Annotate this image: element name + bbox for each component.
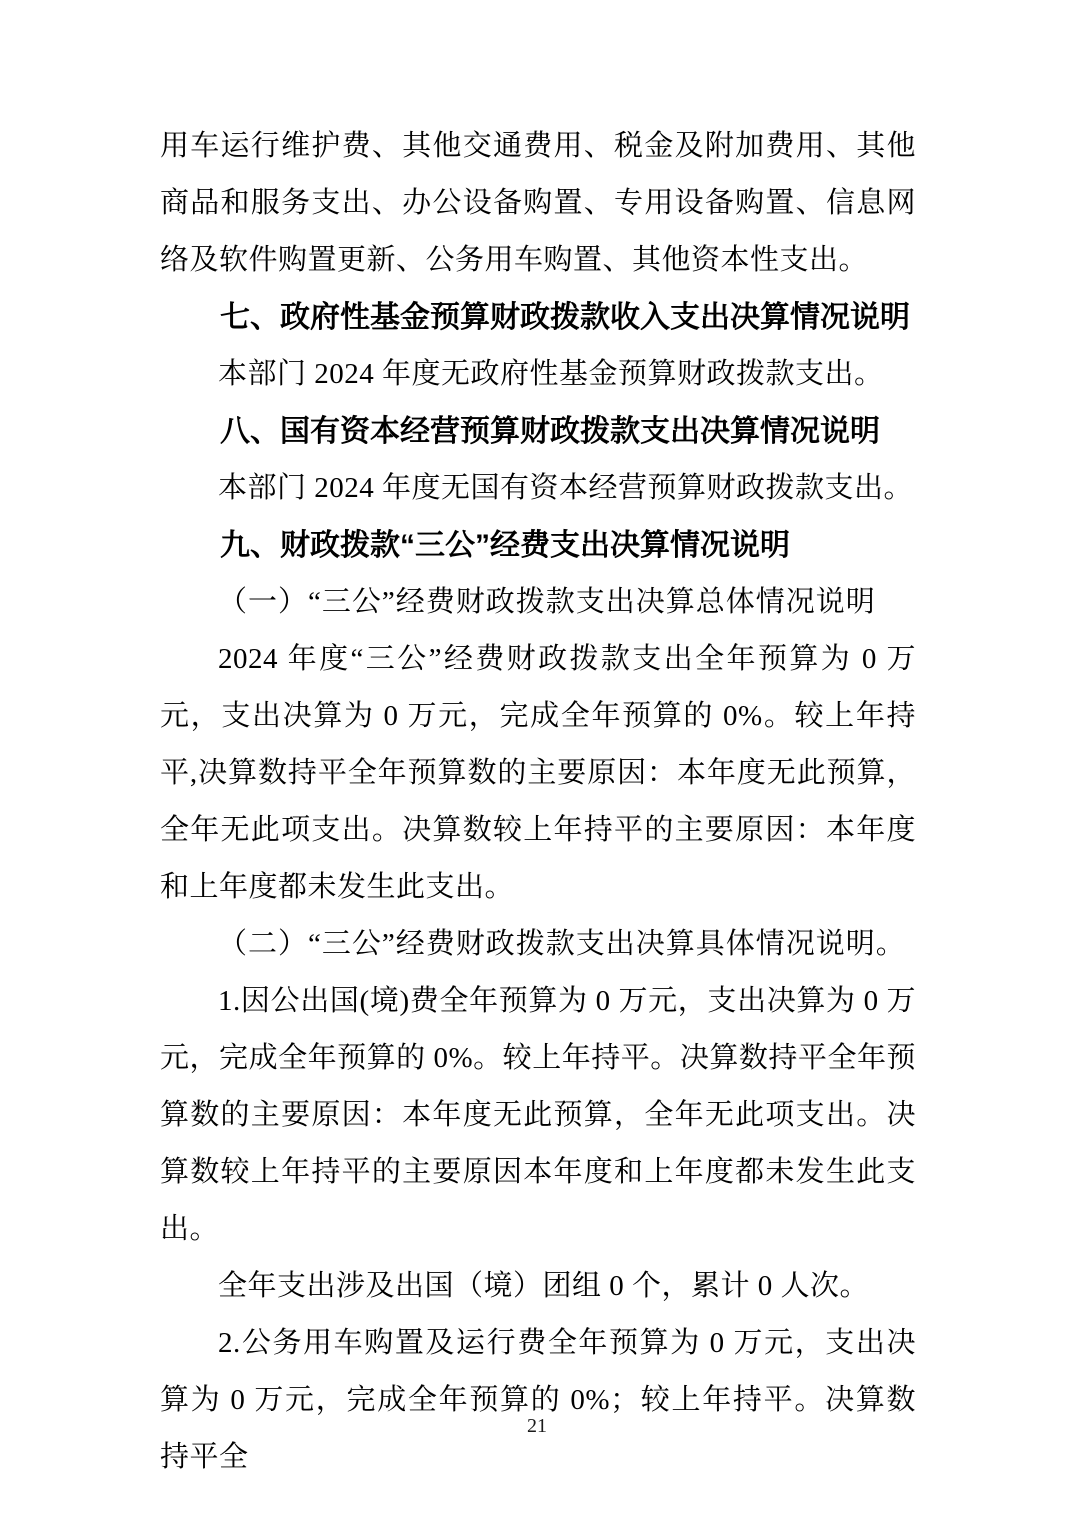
- section-heading-9: 九、财政拨款“三公”经费支出决算情况说明: [220, 529, 790, 562]
- paragraph: 1.因公出国(境)费全年预算为 0 万元，支出决算为 0 万元，完成全年预算的 0%。较上年持平。决算数持平全年预算数的主要原因：本年度无此预算，全年无此项支出。决算数较上年持平的主要原因本年度和上年度都未发生此支出。: [160, 985, 916, 1245]
- paragraph: 2.公务用车购置及运行费全年预算为 0 万元，支出决算为 0 万元，完成全年预算的 0%；较上年持平。决算数持平全: [160, 1327, 916, 1473]
- paragraph: 全年支出涉及出国（境）团组 0 个，累计 0 人次。: [218, 1270, 870, 1302]
- document-content: [160, 118, 916, 1486]
- paragraph: 本部门 2024 年度无政府性基金预算财政拨款支出。: [218, 358, 884, 390]
- section-heading-8: 八、国有资本经营预算财政拨款支出决算情况说明: [220, 415, 880, 448]
- paragraph: 本部门 2024 年度无国有资本经营预算财政拨款支出。: [218, 472, 914, 504]
- paragraph: 2024 年度“三公”经费财政拨款支出全年预算为 0 万元，支出决算为 0 万元，完成全年预算的 0%。较上年持平,决算数持平全年预算数的主要原因：本年度无此预算，全年无此项支出。决算数较上年持平的主要原因：本年度和上年度都未发生此支出。: [160, 643, 916, 903]
- section-heading-7: 七、政府性基金预算财政拨款收入支出决算情况说明: [220, 301, 910, 334]
- page-footer: [0, 1415, 1074, 1438]
- page-number: 21: [527, 1415, 547, 1437]
- paragraph-continuation: 用车运行维护费、其他交通费用、税金及附加费用、其他商品和服务支出、办公设备购置、专用设备购置、信息网络及软件购置更新、公务用车购置、其他资本性支出。: [160, 130, 916, 276]
- subsection-heading-1: （一）“三公”经费财政拨款支出决算总体情况说明: [218, 586, 876, 618]
- subsection-heading-2: （二）“三公”经费财政拨款支出决算具体情况说明。: [218, 928, 906, 960]
